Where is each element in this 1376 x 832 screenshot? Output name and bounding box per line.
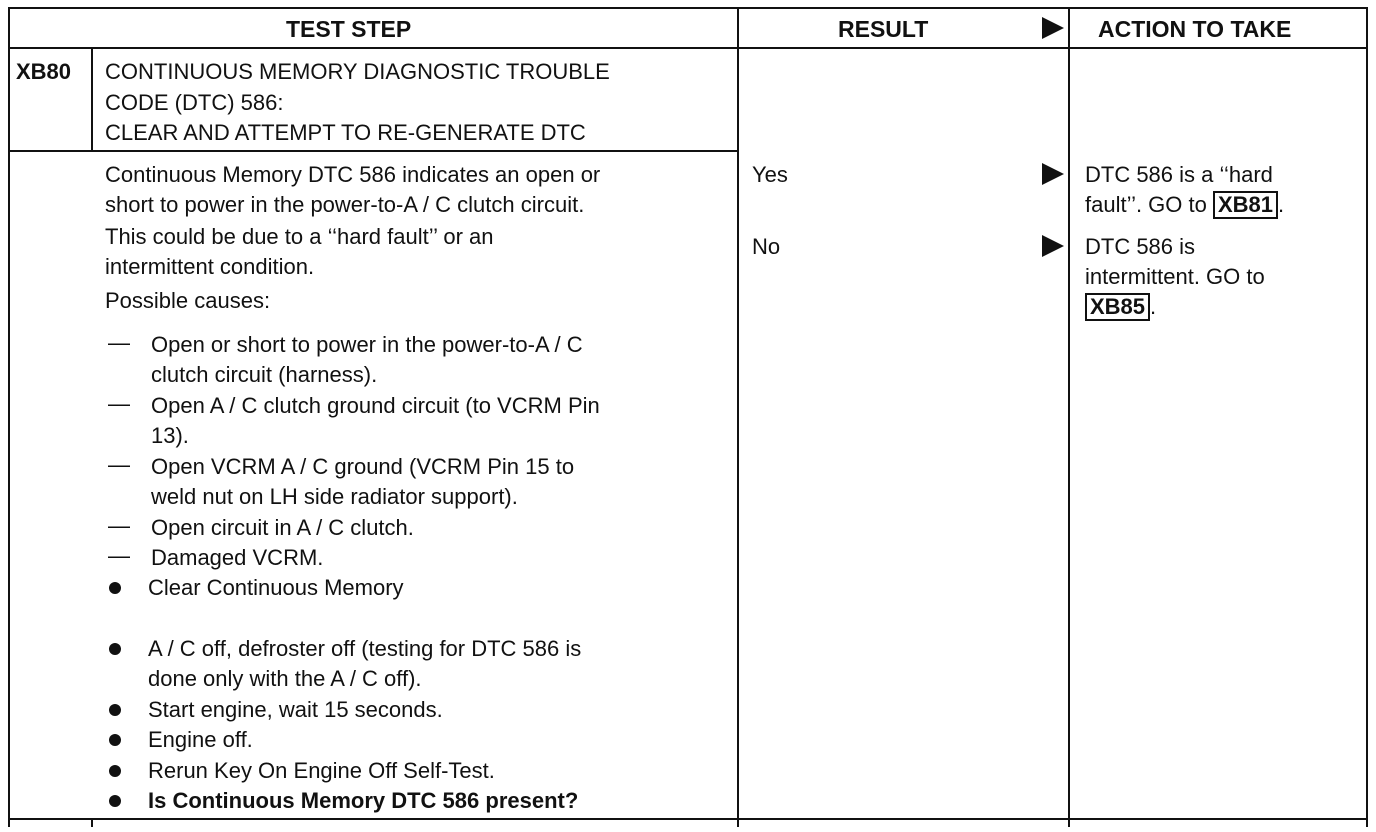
header-result: RESULT: [838, 16, 929, 42]
action-no-suffix: .: [1150, 294, 1157, 319]
bullet-icon: [109, 582, 121, 594]
action-column-divider: [1068, 7, 1070, 827]
possible-causes-label: Possible causes:: [105, 288, 271, 313]
action-yes-line-1: DTC 586 is a ‘‘hard: [1085, 162, 1273, 187]
cause-3-line-2: weld nut on LH side radiator support).: [151, 484, 518, 509]
cause-dash: —: [108, 391, 130, 416]
description-line-1: Continuous Memory DTC 586 indicates an open or: [105, 162, 601, 187]
title-bottom-border: [8, 150, 737, 152]
instruction-4-line-1: Engine off.: [148, 727, 253, 752]
bullet-icon: [109, 765, 121, 777]
action-yes-text: fault’’. GO to: [1085, 192, 1213, 217]
bottom-border: [8, 818, 1368, 820]
cause-1-line-1: Open or short to power in the power-to-A / C: [151, 332, 583, 357]
action-no-line-2: intermittent. GO to: [1085, 264, 1265, 289]
description-line-4: intermittent condition.: [105, 254, 315, 279]
bullet-icon: [109, 734, 121, 746]
bottom-tick: [91, 818, 93, 827]
header-bottom-border: [8, 47, 1368, 49]
reference-link-xb81[interactable]: XB81: [1213, 191, 1278, 219]
right-border: [1366, 7, 1368, 827]
cause-4-line-1: Open circuit in A / C clutch.: [151, 515, 414, 540]
cause-1-line-2: clutch circuit (harness).: [151, 362, 378, 387]
cause-dash: —: [108, 543, 130, 568]
instruction-5-line-1: Rerun Key On Engine Off Self-Test.: [148, 758, 495, 783]
header-arrow-icon: [1042, 17, 1064, 39]
action-yes-suffix: .: [1278, 192, 1285, 217]
action-no-line-1: DTC 586 is: [1085, 234, 1196, 259]
cause-2-line-2: 13).: [151, 423, 189, 448]
left-border: [8, 7, 10, 827]
cause-dash: —: [108, 513, 130, 538]
code-column-divider: [91, 47, 93, 152]
bullet-icon: [109, 643, 121, 655]
action-yes-line-2: [1085, 190, 1284, 220]
header-action: ACTION TO TAKE: [1098, 16, 1292, 42]
result-no: No: [752, 234, 781, 259]
instruction-2-line-1: A / C off, defroster off (testing for DTC 586 is: [148, 636, 582, 661]
top-border: [8, 7, 1368, 9]
instruction-3-line-1: Start engine, wait 15 seconds.: [148, 697, 443, 722]
cause-2-line-1: Open A / C clutch ground circuit (to VCRM Pin: [151, 393, 600, 418]
cause-dash: —: [108, 452, 130, 477]
step-title-line-3: CLEAR AND ATTEMPT TO RE-GENERATE DTC: [105, 120, 586, 145]
cause-dash: —: [108, 330, 130, 355]
bullet-icon: [109, 795, 121, 807]
step-title-line-2: CODE (DTC) 586:: [105, 90, 284, 115]
description-line-3: This could be due to a ‘‘hard fault’’ or an: [105, 224, 494, 249]
step-title-line-1: CONTINUOUS MEMORY DIAGNOSTIC TROUBLE: [105, 59, 610, 84]
result-column-divider: [737, 7, 739, 827]
step-code: XB80: [16, 59, 72, 84]
result-no-arrow-icon: [1042, 235, 1064, 257]
cause-5-line-1: Damaged VCRM.: [151, 545, 324, 570]
instruction-1-line-1: Clear Continuous Memory: [148, 575, 404, 600]
instruction-6-question: Is Continuous Memory DTC 586 present?: [148, 788, 579, 813]
instruction-2-line-2: done only with the A / C off).: [148, 666, 422, 691]
header-test-step: TEST STEP: [286, 16, 412, 42]
cause-3-line-1: Open VCRM A / C ground (VCRM Pin 15 to: [151, 454, 575, 479]
bullet-icon: [109, 704, 121, 716]
description-line-2: short to power in the power-to-A / C clutch circuit.: [105, 192, 585, 217]
result-yes-arrow-icon: [1042, 163, 1064, 185]
action-no-line-3: [1085, 292, 1156, 322]
reference-link-xb85[interactable]: XB85: [1085, 293, 1150, 321]
result-yes: Yes: [752, 162, 788, 187]
